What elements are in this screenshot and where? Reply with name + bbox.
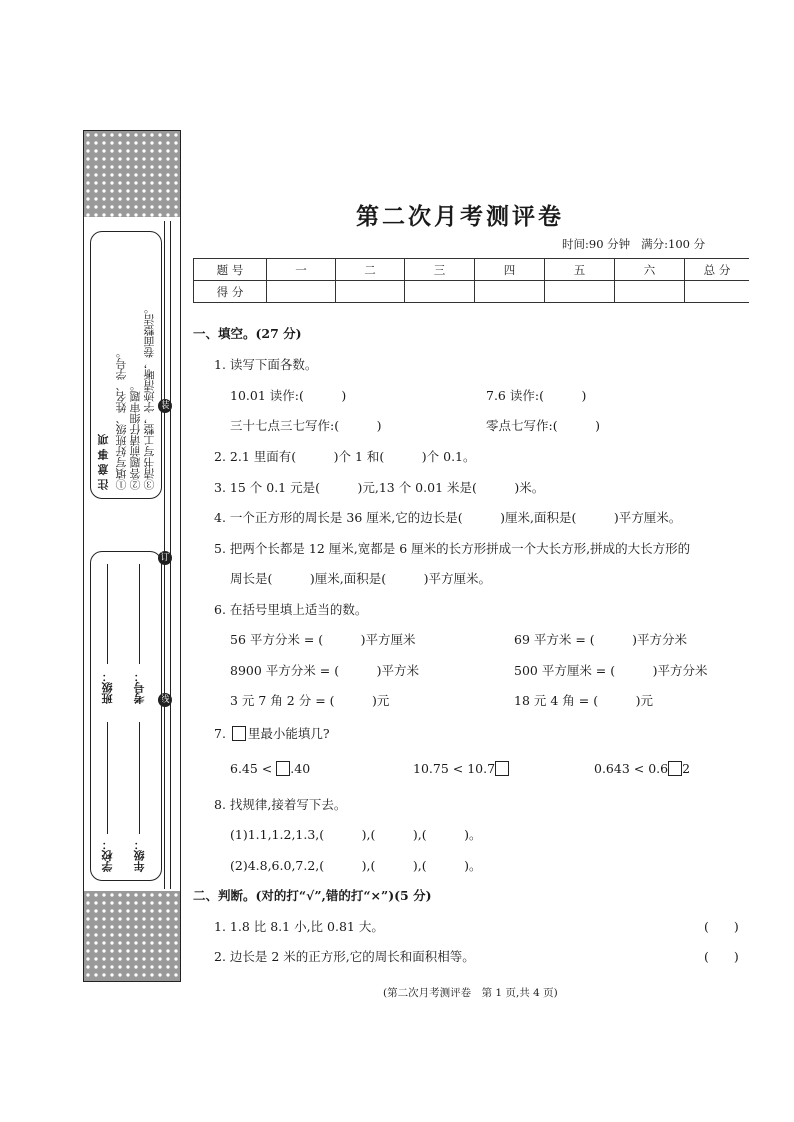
score-table-header-row bbox=[194, 259, 750, 281]
question-text: 8. 找规律,接着写下去。 bbox=[214, 797, 347, 812]
question-text: (1)1.1,1.2,1.3,( ),( ),( )。 bbox=[230, 827, 482, 842]
score-header-cell: 五 bbox=[545, 259, 615, 281]
score-cell[interactable] bbox=[685, 281, 750, 303]
question-text: 69 平方米 = ( )平方分米 bbox=[514, 632, 688, 647]
answer-box[interactable] bbox=[276, 761, 290, 776]
question-text: 3. 15 个 0.1 元是( )元,13 个 0.01 米是( )米。 bbox=[214, 480, 545, 495]
question-text: 56 平方分米 = ( )平方厘米 bbox=[230, 632, 416, 647]
question-text: 8900 平方分米 = ( )平方米 bbox=[230, 663, 419, 678]
question-text bbox=[594, 761, 690, 776]
question-text: 5. 把两个长都是 12 厘米,宽都是 6 厘米的长方形拼成一个大长方形,拼成的大长方形的 bbox=[214, 541, 691, 556]
question-text: 周长是( )厘米,面积是( )平方厘米。 bbox=[230, 571, 491, 586]
score-header-cell: 三 bbox=[405, 259, 475, 281]
question-text: 6. 在括号里填上适当的数。 bbox=[214, 602, 368, 617]
school-field-label: 学校： bbox=[101, 839, 114, 872]
question-text: 7.6 读作:( ) bbox=[486, 388, 587, 403]
exam-number-field-label: 考号： bbox=[133, 671, 146, 704]
notice-item: ①填写好班级、姓名、学号。 bbox=[115, 347, 128, 490]
school-field-line bbox=[107, 722, 108, 834]
answer-box[interactable] bbox=[495, 761, 509, 776]
score-header-cell: 一 bbox=[267, 259, 336, 281]
binding-mark: 装 bbox=[158, 399, 172, 413]
page-title: 第二次月考测评卷 bbox=[356, 204, 564, 230]
class-field-label: 班级： bbox=[101, 671, 114, 704]
question-text: 三十七点三七写作:( ) bbox=[230, 418, 382, 433]
question-number: 7. bbox=[214, 726, 226, 741]
score-header-cell: 六 bbox=[615, 259, 685, 281]
section-heading: 二、判断。(对的打“√”,错的打“×”)(5 分) bbox=[193, 888, 432, 903]
binding-mark: 订 bbox=[158, 551, 172, 565]
grade-field-line bbox=[139, 722, 140, 834]
grade-field-label: 年级： bbox=[133, 839, 146, 872]
decorative-pattern-bottom bbox=[84, 891, 180, 981]
question-text: 2. 2.1 里面有( )个 1 和( )个 0.1。 bbox=[214, 449, 476, 464]
inequality-left: 0.643 < 0.6 bbox=[594, 761, 669, 776]
score-cell[interactable] bbox=[267, 281, 336, 303]
question-text: 10.01 读作:( ) bbox=[230, 388, 347, 403]
score-header-cell: 题 号 bbox=[194, 259, 267, 281]
score-table-score-row bbox=[194, 281, 750, 303]
score-cell[interactable] bbox=[405, 281, 475, 303]
question-text: 1. 读写下面各数。 bbox=[214, 357, 318, 372]
binding-mark: 线 bbox=[158, 693, 172, 707]
class-field-line bbox=[107, 564, 108, 664]
question-text: 零点七写作:( ) bbox=[486, 418, 600, 433]
notice-box bbox=[90, 231, 162, 499]
student-info-box bbox=[90, 551, 162, 881]
answer-box[interactable] bbox=[668, 761, 682, 776]
score-cell[interactable] bbox=[615, 281, 685, 303]
question-text: 4. 一个正方形的周长是 36 厘米,它的边长是( )厘米,面积是( )平方厘米。 bbox=[214, 510, 682, 525]
inequality-right: .40 bbox=[290, 761, 311, 776]
page-footer: (第二次月考测评卷 第 1 页,共 4 页) bbox=[383, 987, 558, 999]
question-text: 1. 1.8 比 8.1 小,比 0.81 大。 bbox=[214, 919, 384, 934]
inequality-left: 6.45 < bbox=[230, 761, 277, 776]
question-text bbox=[230, 761, 310, 776]
score-cell[interactable] bbox=[336, 281, 405, 303]
section-heading: 一、填空。(27 分) bbox=[193, 326, 302, 341]
score-header-cell: 二 bbox=[336, 259, 405, 281]
exam-full-score: 满分:100 分 bbox=[641, 237, 706, 251]
question-text bbox=[214, 724, 330, 742]
notice-label: 注意事项 bbox=[97, 430, 110, 490]
answer-box bbox=[232, 726, 246, 741]
inequality-right: 2 bbox=[682, 761, 691, 776]
score-cell[interactable] bbox=[545, 281, 615, 303]
score-header-cell: 四 bbox=[475, 259, 545, 281]
binding-strip bbox=[83, 130, 181, 982]
answer-paren[interactable]: ( ) bbox=[704, 949, 739, 964]
question-stem: 里最小能填几? bbox=[247, 726, 330, 741]
decorative-pattern-top bbox=[84, 131, 180, 217]
question-text bbox=[413, 761, 509, 776]
question-text: 3 元 7 角 2 分 = ( )元 bbox=[230, 693, 390, 708]
notice-item: ②答题前请仔细审题。 bbox=[129, 380, 142, 490]
score-header-cell: 总 分 bbox=[685, 259, 750, 281]
exam-time-info bbox=[562, 236, 705, 252]
question-text: 2. 边长是 2 米的正方形,它的周长和面积相等。 bbox=[214, 949, 475, 964]
answer-paren[interactable]: ( ) bbox=[704, 919, 739, 934]
question-text: 18 元 4 角 = ( )元 bbox=[514, 693, 653, 708]
score-cell[interactable] bbox=[475, 281, 545, 303]
exam-duration: 时间:90 分钟 bbox=[562, 237, 631, 251]
question-text: (2)4.8,6.0,7.2,( ),( ),( )。 bbox=[230, 858, 482, 873]
score-table bbox=[193, 258, 749, 303]
exam-number-field-line bbox=[139, 564, 140, 664]
inequality-left: 10.75 < 10.7 bbox=[413, 761, 496, 776]
question-text: 500 平方厘米 = ( )平方分米 bbox=[514, 663, 708, 678]
score-row-label: 得 分 bbox=[194, 281, 267, 303]
notice-item: ③清书写工整，字迹清晰，卷面整洁。 bbox=[143, 303, 156, 490]
